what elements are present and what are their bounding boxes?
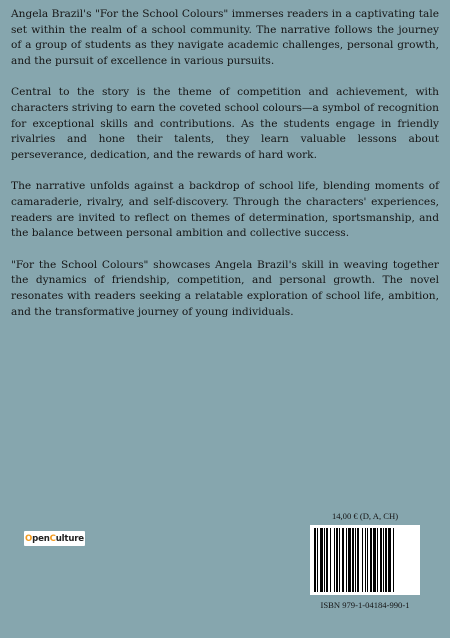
blurb-paragraph-1: Angela Brazil's "For the School Colours" immerses readers in a captivating tale set within the realm of a school community. The narrative follows the journey of a group of students as they navigate academic challenges, personal growth, and the pursuit of excellence in various pursuits. — [11, 8, 439, 67]
logo-text-pen: pen — [32, 533, 50, 544]
back-cover-blurb — [11, 7, 439, 336]
price-label: 14,00 € (D, A, CH) — [331, 511, 399, 521]
blurb-paragraph-2: Central to the story is the theme of competition and achievement, with characters striving to earn the coveted school colours—a symbol of recognition for exceptional skills and contributions. As the students engage in friendly rivalries and hone their talents, they learn valuable lessons about perseverance, dedication, and the rewards of hard work. — [11, 86, 439, 161]
isbn-label: ISBN 979-1-04184-990-1 — [320, 600, 410, 610]
logo-c-mark: C — [49, 533, 56, 544]
blurb-paragraph-4: "For the School Colours" showcases Angela Brazil's skill in weaving together the dynamics of friendship, competition, and personal growth. The novel resonates with readers seeking a relatable exploration of school life, ambition, and the transformative journey of young individuals. — [11, 258, 439, 318]
logo-o-mark: O — [25, 533, 33, 544]
blurb-paragraph-3: The narrative unfolds against a backdrop of school life, blending moments of camaraderie, rivalry, and self-discovery. Through the characters' experiences, readers are invited to reflect on themes of determination, sportsmanship, and the balance between personal ambition and collective success. — [11, 180, 439, 240]
logo-text-ulture: ulture — [55, 533, 84, 544]
barcode — [310, 525, 420, 595]
publisher-logo — [24, 531, 85, 546]
barcode-bars — [314, 528, 416, 592]
